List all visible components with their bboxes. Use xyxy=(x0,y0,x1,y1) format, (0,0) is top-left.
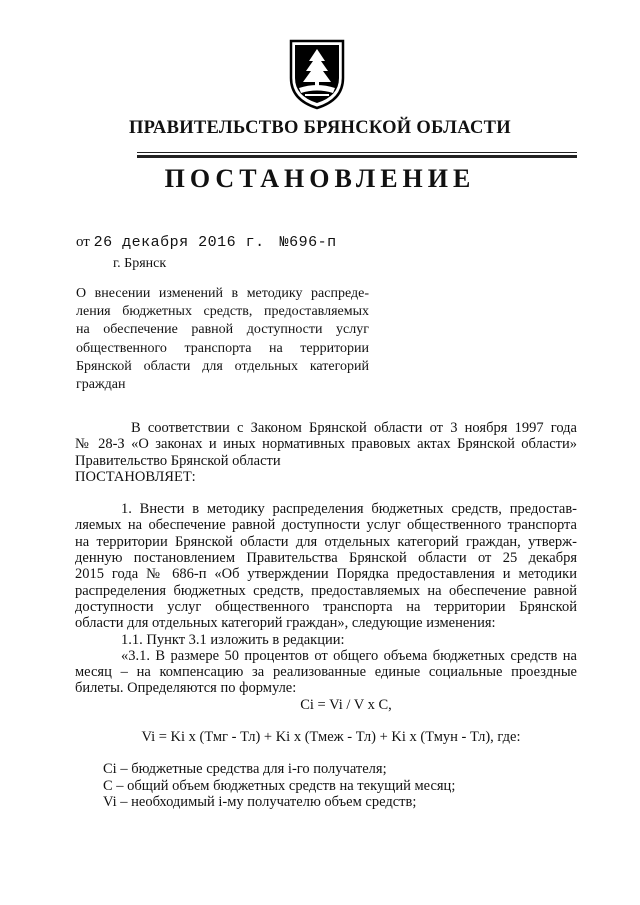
decree-title: ПОСТАНОВЛЕНИЕ xyxy=(164,164,476,193)
item-1-line: 1. Внести в методику распределения бюджетных средств, предостав- xyxy=(121,501,577,518)
item-1-line: ляемых на обеспечение равной доступности услуг общественного транспорта xyxy=(75,517,577,534)
formula-vi: Vi = Ki x (Тмг - Тл) + Ki x (Тмеж - Тл) + Ki x (Тмун - Тл), где: xyxy=(141,729,521,746)
paragraph-gap xyxy=(75,485,577,501)
item-1-line: доступности услуг общественного транспорта на территории Брянской xyxy=(75,598,577,615)
definition-line: Vi – необходимый i-му получателю объем средств; xyxy=(103,793,417,810)
item-1-line: области для отдельных категорий граждан», следующие изменения: xyxy=(75,615,496,632)
header-rule-thick xyxy=(137,155,577,158)
date-line xyxy=(76,234,337,251)
paragraph-gap xyxy=(75,745,577,761)
item-3-1-line: «3.1. В размере 50 процентов от общего объема бюджетных средств на xyxy=(121,647,577,664)
decree-number: №696-п xyxy=(279,234,337,251)
government-title: ПРАВИТЕЛЬСТВО БРЯНСКОЙ ОБЛАСТИ xyxy=(128,118,511,138)
item-1-1-line: 1.1. Пункт 3.1 изложить в редакции: xyxy=(121,631,345,648)
header-rule-thin xyxy=(137,152,577,153)
resolves-line: ПОСТАНОВЛЯЕТ: xyxy=(75,468,196,485)
date-prefix: от xyxy=(76,234,90,250)
coat-of-arms-icon xyxy=(285,38,349,110)
decree-date: 26 декабря 2016 г. xyxy=(93,234,265,251)
subject-line: граждан xyxy=(76,377,126,393)
item-1-line: на территории Брянской области для отдельных категорий граждан, утверж- xyxy=(75,533,577,550)
item-3-1-line: месяц – на компенсацию за реализованные единые социальные проездные xyxy=(75,664,577,681)
subject-line: О внесении изменений в методику распреде- xyxy=(76,286,369,301)
item-1-line: денную постановлением Правительства Брянской области от 25 декабря xyxy=(75,550,577,567)
item-1-line: 2015 года № 686-п «Об утверждении Порядка предоставления и методики xyxy=(75,566,577,583)
city: г. Брянск xyxy=(113,256,167,271)
subject-line: ления бюджетных средств, предоставляемых xyxy=(76,304,369,320)
decree-body xyxy=(75,420,577,810)
preamble-line: Правительство Брянской области xyxy=(75,452,281,469)
preamble-line: В соответствии с Законом Брянской области от 3 ноября 1997 года xyxy=(131,420,577,436)
subject-line: Брянской области для отдельных категорий xyxy=(76,358,369,374)
preamble-line: № 28-З «О законах и иных нормативных правовых актах Брянской области» xyxy=(75,436,577,453)
subject-line: общественного транспорта на территории xyxy=(76,340,369,356)
definition-line: Ci – бюджетные средства для i-го получателя; xyxy=(103,761,387,778)
decree-subject xyxy=(76,285,369,394)
paragraph-gap xyxy=(75,713,577,729)
subject-line: на обеспечение равной доступности услуг xyxy=(76,322,369,338)
formula-ci: Ci = Vi / V x C, xyxy=(300,696,392,713)
definition-line: С – общий объем бюджетных средств на текущий месяц; xyxy=(103,777,456,794)
item-1-line: распределения бюджетных средств, предоставляемых на обеспечение равной xyxy=(75,582,577,599)
item-3-1-line: билеты. Определяются по формуле: xyxy=(75,680,297,697)
